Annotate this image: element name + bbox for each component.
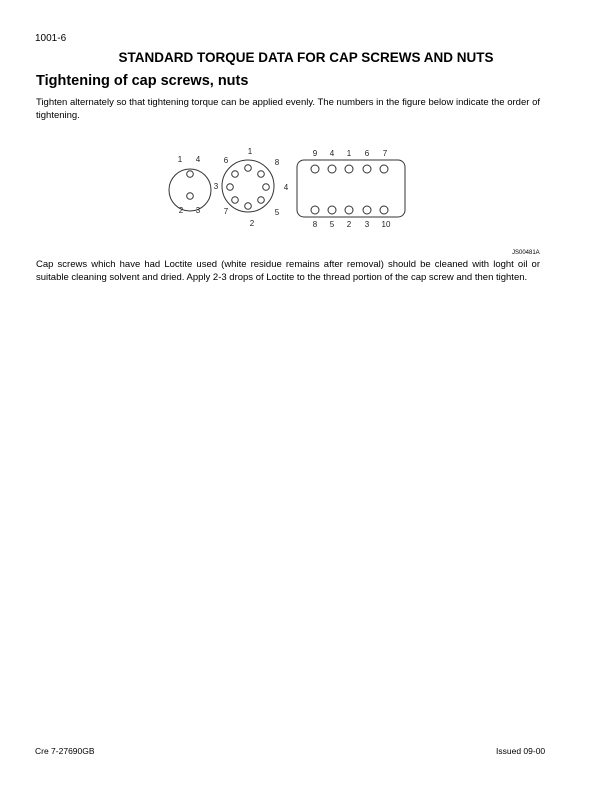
footer-document-code: Cre 7-27690GB bbox=[35, 746, 95, 756]
bolt-label: 10 bbox=[381, 220, 391, 229]
bolt-label: 1 bbox=[177, 155, 183, 164]
bolt-label: 7 bbox=[382, 149, 388, 158]
bolt-label: 9 bbox=[312, 149, 318, 158]
bolt-label: 6 bbox=[364, 149, 370, 158]
bolt-label: 3 bbox=[213, 182, 219, 191]
bolt-label: 3 bbox=[364, 220, 370, 229]
section-heading: Tightening of cap screws, nuts bbox=[36, 73, 249, 89]
page-number: 1001-6 bbox=[35, 33, 67, 44]
bolt-label: 6 bbox=[223, 156, 229, 165]
eight-bolt-flange-diagram bbox=[214, 147, 289, 228]
bolt-label: 8 bbox=[312, 220, 318, 229]
bolt-label: 4 bbox=[329, 149, 335, 158]
bolt-label: 3 bbox=[195, 206, 201, 215]
bolt-label: 4 bbox=[195, 155, 201, 164]
ten-bolt-cover-diagram bbox=[297, 149, 405, 229]
figure-id: JS00481A bbox=[512, 250, 540, 256]
intro-paragraph: Tighten alternately so that tightening torque can be applied evenly. The numbers in the figure below indicate the order of tightening. bbox=[36, 97, 540, 121]
footer-issue-date: Issued 09-00 bbox=[496, 746, 546, 756]
bolt-label: 2 bbox=[346, 220, 352, 229]
bolt-label: 2 bbox=[178, 206, 184, 215]
four-bolt-flange-diagram bbox=[169, 155, 211, 215]
bolt-label: 4 bbox=[283, 183, 289, 192]
page-title: STANDARD TORQUE DATA FOR CAP SCREWS AND NUTS bbox=[118, 50, 494, 65]
bolt-label: 7 bbox=[223, 207, 229, 216]
bolt-label: 1 bbox=[346, 149, 352, 158]
bolt-label: 5 bbox=[329, 220, 335, 229]
tightening-order-figure bbox=[160, 140, 410, 240]
bolt-label: 1 bbox=[247, 147, 253, 156]
bolt-label: 5 bbox=[274, 208, 280, 217]
loctite-paragraph: Cap screws which have had Loctite used (white residue remains after removal) should be cleaned with loght oil or suitable cleaning solvent and dried. Apply 2-3 drops of Loctite to the thread portion of the cap screw and then tighten. bbox=[36, 259, 540, 283]
bolt-label: 8 bbox=[274, 158, 280, 167]
bolt-label: 2 bbox=[249, 219, 255, 228]
